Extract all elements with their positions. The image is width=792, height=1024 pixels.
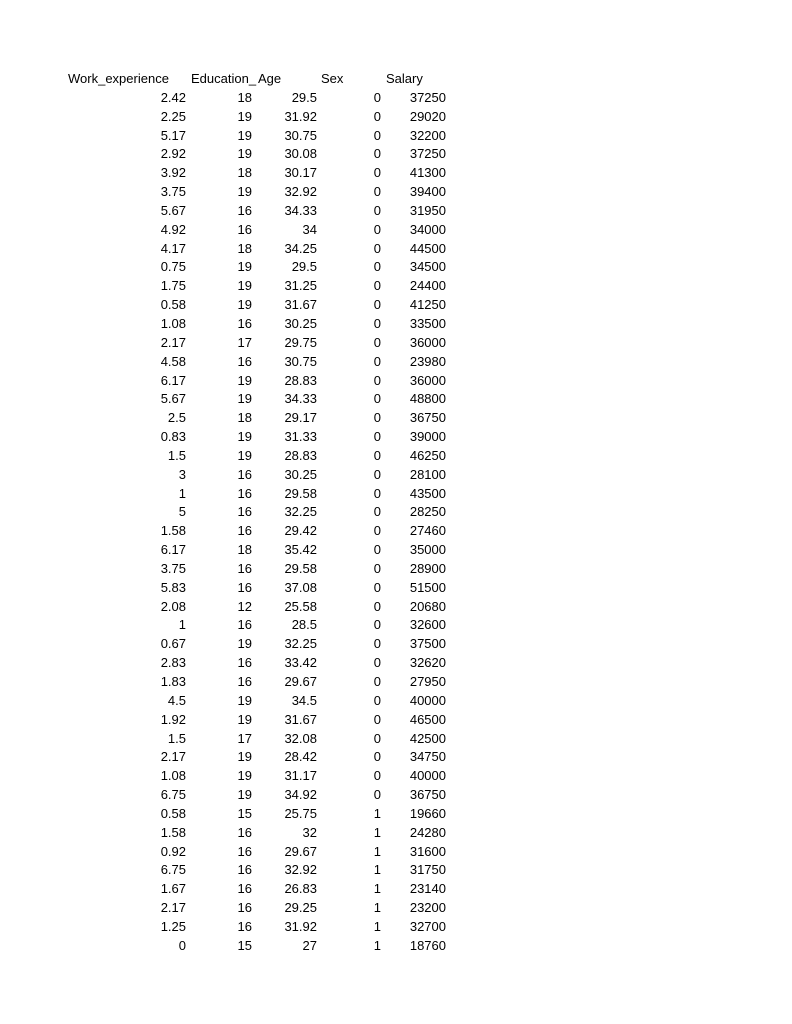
cell-salary: 27460 [409, 523, 446, 539]
table-row [0, 202, 792, 221]
cell-salary: 28250 [409, 504, 446, 520]
table-row [0, 861, 792, 880]
cell-salary: 48800 [409, 391, 446, 407]
cell-salary: 40000 [409, 768, 446, 784]
cell-work-experience: 2.08 [160, 598, 186, 614]
cell-age: 32.08 [284, 730, 317, 746]
cell-sex: 0 [373, 221, 381, 237]
cell-salary: 36000 [409, 334, 446, 350]
table-row [0, 221, 792, 240]
table-row [0, 466, 792, 485]
cell-sex: 1 [373, 805, 381, 821]
cell-work-experience: 5.83 [160, 579, 186, 595]
cell-education: 19 [237, 787, 252, 803]
cell-education: 18 [237, 165, 252, 181]
cell-work-experience: 0.58 [160, 297, 186, 313]
cell-sex: 1 [373, 900, 381, 916]
cell-sex: 0 [373, 447, 381, 463]
cell-age: 29.67 [284, 674, 317, 689]
cell-sex: 0 [373, 504, 381, 520]
table-row [0, 598, 792, 617]
cell-work-experience: 0.92 [160, 843, 186, 859]
table-row [0, 108, 792, 127]
cell-salary: 36750 [409, 787, 446, 803]
cell-work-experience: 0.83 [160, 429, 186, 445]
cell-salary: 34000 [409, 221, 446, 237]
cell-education: 19 [237, 278, 252, 294]
cell-sex: 1 [373, 937, 381, 953]
cell-work-experience: 2.92 [160, 146, 186, 162]
cell-education: 19 [237, 692, 252, 708]
cell-salary: 44500 [409, 240, 446, 256]
cell-work-experience: 1.67 [160, 881, 186, 897]
cell-age: 28.5 [291, 617, 317, 633]
cell-age: 30.25 [284, 466, 317, 482]
cell-education: 19 [237, 447, 252, 463]
cell-education: 18 [237, 542, 252, 558]
cell-salary: 20680 [409, 598, 446, 614]
cell-education: 16 [237, 824, 252, 840]
cell-sex: 0 [373, 184, 381, 200]
cell-education: 15 [237, 937, 252, 953]
cell-work-experience: 1.83 [160, 674, 186, 689]
cell-work-experience: 3.75 [160, 184, 186, 200]
cell-age: 29.25 [284, 900, 317, 916]
table-row [0, 805, 792, 824]
cell-sex: 0 [373, 711, 381, 727]
cell-work-experience: 3.75 [160, 560, 186, 576]
cell-work-experience: 1.92 [160, 711, 186, 727]
cell-work-experience: 2.25 [160, 108, 186, 124]
cell-sex: 0 [373, 749, 381, 765]
table-row [0, 145, 792, 164]
cell-sex: 0 [373, 655, 381, 671]
cell-age: 30.75 [284, 127, 317, 143]
cell-education: 16 [237, 353, 252, 369]
cell-work-experience: 6.17 [160, 372, 186, 388]
cell-education: 19 [237, 391, 252, 407]
table-row [0, 937, 792, 956]
cell-work-experience: 1.08 [160, 315, 186, 331]
cell-education: 16 [237, 315, 252, 331]
cell-salary: 27950 [409, 674, 446, 689]
header-work-experience: Work_experience [68, 71, 169, 86]
cell-work-experience: 5.67 [160, 391, 186, 407]
cell-education: 16 [237, 862, 252, 878]
table-row [0, 673, 792, 692]
cell-sex: 0 [373, 372, 381, 388]
cell-age: 30.17 [284, 165, 317, 181]
cell-sex: 0 [373, 542, 381, 558]
cell-salary: 39000 [409, 429, 446, 445]
table-row [0, 164, 792, 183]
cell-salary: 43500 [409, 485, 446, 501]
cell-age: 28.42 [284, 749, 317, 765]
cell-age: 34.25 [284, 240, 317, 256]
cell-work-experience: 1.5 [167, 447, 186, 463]
cell-work-experience: 5.17 [160, 127, 186, 143]
cell-sex: 0 [373, 108, 381, 124]
cell-education: 16 [237, 918, 252, 934]
cell-work-experience: 1.58 [160, 523, 186, 539]
cell-sex: 1 [373, 843, 381, 859]
cell-age: 34.33 [284, 391, 317, 407]
cell-age: 25.75 [284, 805, 317, 821]
table-row [0, 522, 792, 541]
cell-education: 16 [237, 617, 252, 633]
cell-sex: 0 [373, 259, 381, 275]
table-row [0, 767, 792, 786]
cell-salary: 32600 [409, 617, 446, 633]
cell-sex: 1 [373, 862, 381, 878]
cell-education: 18 [237, 89, 252, 105]
cell-age: 29.58 [284, 485, 317, 501]
cell-education: 16 [237, 655, 252, 671]
cell-sex: 0 [373, 89, 381, 105]
cell-sex: 0 [373, 146, 381, 162]
table-row [0, 899, 792, 918]
cell-work-experience: 0.58 [160, 805, 186, 821]
table-row [0, 277, 792, 296]
cell-sex: 1 [373, 824, 381, 840]
cell-sex: 0 [373, 410, 381, 426]
cell-salary: 31750 [409, 862, 446, 878]
cell-salary: 46250 [409, 447, 446, 463]
cell-education: 19 [237, 297, 252, 313]
table-row [0, 635, 792, 654]
table-row [0, 579, 792, 598]
cell-work-experience: 5 [178, 504, 186, 520]
cell-age: 27 [302, 937, 317, 953]
cell-sex: 0 [373, 674, 381, 689]
cell-salary: 18760 [409, 937, 446, 953]
table-row [0, 560, 792, 579]
cell-education: 19 [237, 768, 252, 784]
table-row [0, 692, 792, 711]
cell-sex: 0 [373, 523, 381, 539]
cell-education: 19 [237, 372, 252, 388]
cell-education: 19 [237, 429, 252, 445]
cell-salary: 41300 [409, 165, 446, 181]
cell-education: 16 [237, 560, 252, 576]
cell-age: 25.58 [284, 598, 317, 614]
cell-age: 28.83 [284, 447, 317, 463]
cell-work-experience: 4.58 [160, 353, 186, 369]
cell-sex: 0 [373, 560, 381, 576]
table-row [0, 372, 792, 391]
cell-age: 31.33 [284, 429, 317, 445]
cell-sex: 0 [373, 353, 381, 369]
table-row [0, 616, 792, 635]
data-table [0, 70, 792, 956]
cell-work-experience: 2.83 [160, 655, 186, 671]
cell-work-experience: 3.92 [160, 165, 186, 181]
cell-age: 29.75 [284, 334, 317, 350]
cell-work-experience: 1.75 [160, 278, 186, 294]
table-row [0, 880, 792, 899]
cell-salary: 23140 [409, 881, 446, 897]
cell-age: 33.42 [284, 655, 317, 671]
cell-sex: 0 [373, 202, 381, 218]
table-row [0, 258, 792, 277]
cell-education: 16 [237, 579, 252, 595]
cell-age: 34.33 [284, 202, 317, 218]
cell-education: 16 [237, 504, 252, 520]
table-row [0, 541, 792, 560]
cell-sex: 0 [373, 240, 381, 256]
cell-age: 31.92 [284, 918, 317, 934]
cell-work-experience: 1.08 [160, 768, 186, 784]
cell-work-experience: 1 [178, 485, 186, 501]
cell-education: 19 [237, 108, 252, 124]
cell-sex: 0 [373, 598, 381, 614]
cell-salary: 28100 [409, 466, 446, 482]
cell-sex: 0 [373, 429, 381, 445]
cell-salary: 37250 [409, 146, 446, 162]
cell-age: 31.67 [284, 711, 317, 727]
cell-salary: 19660 [409, 805, 446, 821]
table-row [0, 654, 792, 673]
cell-salary: 35000 [409, 542, 446, 558]
cell-salary: 37500 [409, 636, 446, 652]
table-row [0, 296, 792, 315]
cell-work-experience: 0 [178, 937, 186, 953]
cell-education: 16 [237, 843, 252, 859]
cell-sex: 0 [373, 730, 381, 746]
cell-salary: 34750 [409, 749, 446, 765]
cell-sex: 0 [373, 165, 381, 181]
table-row [0, 390, 792, 409]
cell-age: 34.5 [291, 692, 317, 708]
cell-work-experience: 2.17 [160, 900, 186, 916]
cell-sex: 0 [373, 278, 381, 294]
cell-education: 19 [237, 636, 252, 652]
cell-salary: 34500 [409, 259, 446, 275]
cell-salary: 40000 [409, 692, 446, 708]
table-row [0, 89, 792, 108]
table-row [0, 240, 792, 259]
cell-salary: 36000 [409, 372, 446, 388]
cell-age: 29.5 [291, 89, 317, 105]
header-salary: Salary [386, 71, 423, 86]
table-row [0, 315, 792, 334]
cell-age: 34 [302, 221, 317, 237]
table-row [0, 183, 792, 202]
cell-work-experience: 0.67 [160, 636, 186, 652]
cell-age: 29.58 [284, 560, 317, 576]
cell-salary: 24400 [409, 278, 446, 294]
cell-work-experience: 4.17 [160, 240, 186, 256]
table-row [0, 711, 792, 730]
cell-sex: 0 [373, 334, 381, 350]
cell-education: 16 [237, 523, 252, 539]
cell-salary: 46500 [409, 711, 446, 727]
cell-education: 16 [237, 485, 252, 501]
cell-salary: 28900 [409, 560, 446, 576]
cell-age: 31.67 [284, 297, 317, 313]
cell-salary: 23200 [409, 900, 446, 916]
cell-sex: 0 [373, 485, 381, 501]
header-education: Education_ [191, 71, 257, 86]
cell-education: 18 [237, 240, 252, 256]
cell-salary: 32700 [409, 918, 446, 934]
cell-salary: 23980 [409, 353, 446, 369]
cell-education: 15 [237, 805, 252, 821]
table-row [0, 748, 792, 767]
table-row [0, 918, 792, 937]
cell-education: 16 [237, 202, 252, 218]
cell-education: 17 [237, 334, 252, 350]
cell-age: 30.75 [284, 353, 317, 369]
cell-age: 29.5 [291, 259, 317, 275]
table-row [0, 409, 792, 428]
cell-education: 18 [237, 410, 252, 426]
table-row [0, 786, 792, 805]
cell-sex: 0 [373, 315, 381, 331]
cell-education: 16 [237, 674, 252, 689]
cell-age: 32 [302, 824, 317, 840]
cell-work-experience: 2.17 [160, 749, 186, 765]
cell-education: 19 [237, 184, 252, 200]
cell-age: 28.83 [284, 372, 317, 388]
cell-salary: 33500 [409, 315, 446, 331]
header-age: Age [258, 71, 282, 86]
cell-sex: 1 [373, 881, 381, 897]
cell-age: 32.92 [284, 184, 317, 200]
cell-education: 17 [237, 730, 252, 746]
table-row [0, 334, 792, 353]
table-row [0, 353, 792, 372]
cell-work-experience: 1 [178, 617, 186, 633]
cell-salary: 29020 [409, 108, 446, 124]
table-body [0, 89, 792, 956]
cell-sex: 0 [373, 391, 381, 407]
table-row [0, 447, 792, 466]
cell-work-experience: 4.92 [160, 221, 186, 237]
table-row [0, 485, 792, 504]
cell-age: 32.25 [284, 504, 317, 520]
cell-age: 29.67 [284, 843, 317, 859]
cell-sex: 0 [373, 787, 381, 803]
cell-age: 31.17 [284, 768, 317, 784]
cell-salary: 36750 [409, 410, 446, 426]
cell-work-experience: 6.75 [160, 787, 186, 803]
cell-salary: 39400 [409, 184, 446, 200]
table-row [0, 127, 792, 146]
cell-age: 29.42 [284, 523, 317, 539]
header-row [0, 70, 792, 89]
header-sex: Sex [321, 71, 344, 86]
cell-sex: 0 [373, 636, 381, 652]
cell-salary: 32200 [409, 127, 446, 143]
cell-sex: 0 [373, 579, 381, 595]
cell-work-experience: 0.75 [160, 259, 186, 275]
table-row [0, 503, 792, 522]
cell-education: 19 [237, 749, 252, 765]
table-row [0, 428, 792, 447]
cell-work-experience: 5.67 [160, 202, 186, 218]
cell-salary: 24280 [409, 824, 446, 840]
cell-sex: 0 [373, 127, 381, 143]
cell-work-experience: 1.58 [160, 824, 186, 840]
cell-salary: 37250 [409, 89, 446, 105]
cell-age: 30.08 [284, 146, 317, 162]
cell-education: 16 [237, 881, 252, 897]
cell-work-experience: 2.5 [167, 410, 186, 426]
cell-work-experience: 4.5 [167, 692, 186, 708]
cell-work-experience: 1.5 [167, 730, 186, 746]
cell-age: 31.25 [284, 278, 317, 294]
cell-sex: 0 [373, 692, 381, 708]
cell-work-experience: 6.75 [160, 862, 186, 878]
cell-work-experience: 2.42 [160, 89, 186, 105]
cell-education: 19 [237, 146, 252, 162]
cell-sex: 0 [373, 297, 381, 313]
cell-age: 32.92 [284, 862, 317, 878]
cell-work-experience: 2.17 [160, 334, 186, 350]
cell-age: 26.83 [284, 881, 317, 897]
cell-age: 30.25 [284, 315, 317, 331]
table-row [0, 730, 792, 749]
cell-age: 35.42 [284, 542, 317, 558]
cell-education: 16 [237, 466, 252, 482]
cell-education: 16 [237, 900, 252, 916]
cell-age: 37.08 [284, 579, 317, 595]
cell-salary: 42500 [409, 730, 446, 746]
cell-education: 19 [237, 127, 252, 143]
cell-work-experience: 1.25 [160, 918, 186, 934]
cell-work-experience: 3 [178, 466, 186, 482]
cell-sex: 0 [373, 768, 381, 784]
cell-age: 34.92 [284, 787, 317, 803]
cell-salary: 41250 [409, 297, 446, 313]
cell-sex: 0 [373, 617, 381, 633]
cell-salary: 51500 [409, 579, 446, 595]
cell-salary: 31950 [409, 202, 446, 218]
cell-salary: 32620 [409, 655, 446, 671]
cell-education: 19 [237, 711, 252, 727]
cell-age: 32.25 [284, 636, 317, 652]
cell-age: 29.17 [284, 410, 317, 426]
cell-work-experience: 6.17 [160, 542, 186, 558]
cell-education: 19 [237, 259, 252, 275]
cell-salary: 31600 [409, 843, 446, 859]
table-row [0, 824, 792, 843]
cell-education: 12 [237, 598, 252, 614]
cell-age: 31.92 [284, 108, 317, 124]
table-row [0, 843, 792, 862]
cell-sex: 0 [373, 466, 381, 482]
cell-sex: 1 [373, 918, 381, 934]
cell-education: 16 [237, 221, 252, 237]
